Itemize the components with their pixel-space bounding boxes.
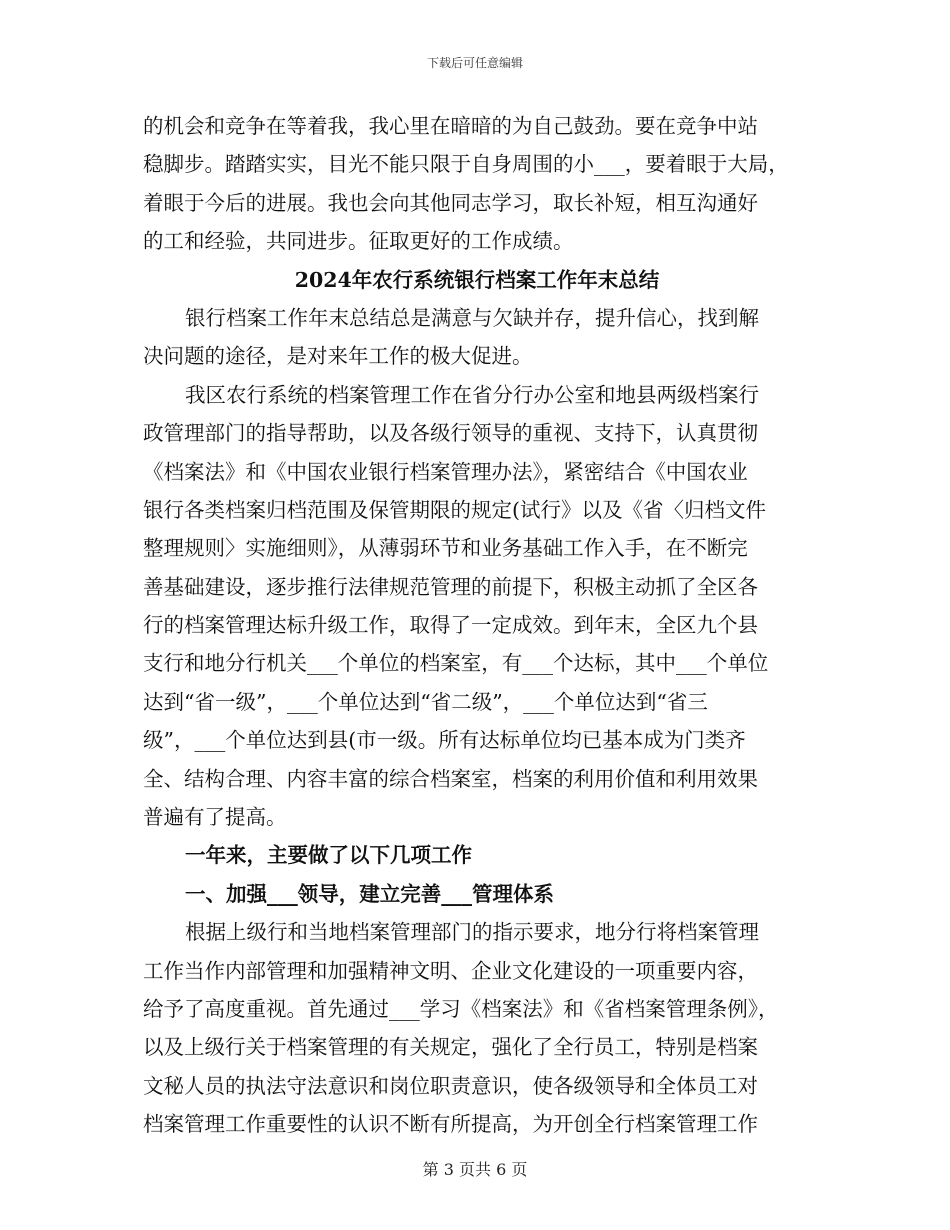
text-line: 的工和经验，共同进步。征取更好的工作成绩。: [143, 229, 574, 254]
text-line: 我区农行系统的档案管理工作在省分行办公室和地县两级档案行: [185, 382, 759, 407]
text-line: 着眼于今后的进展。我也会向其他同志学习，取长补短，相互沟通好: [143, 190, 758, 215]
text-line: 决问题的途径，是对来年工作的极大促进。: [143, 344, 533, 369]
text-line: 行的档案管理达标升级工作，取得了一定成效。到年末，全区九个县: [143, 613, 758, 638]
text-line: 政管理部门的指导帮助，以及各级行领导的重视、支持下，认真贯彻: [143, 421, 758, 446]
text-line: 普遍有了提高。: [143, 805, 287, 830]
text-line: 档案管理工作重要性的认识不断有所提高，为开创全行档案管理工作: [143, 1112, 758, 1137]
text-line: 银行档案工作年末总结总是满意与欠缺并存，提升信心，找到解: [185, 305, 759, 330]
text-line: 支行和地分行机关___个单位的档案室，有___个达标，其中___个单位: [143, 651, 769, 676]
text-line: 级”，___个单位达到县(市一级。所有达标单位均已基本成为门类齐: [143, 728, 746, 753]
text-line: 根据上级行和当地档案管理部门的指示要求，地分行将档案管理: [185, 920, 759, 945]
text-line: 全、结构合理、内容丰富的综合档案室，档案的利用价值和利用效果: [143, 766, 758, 791]
text-line: 稳脚步。踏踏实实，目光不能只限于自身周围的小___，要着眼于大局，: [143, 152, 789, 177]
text-line: 工作当作内部管理和加强精神文明、企业文化建设的一项重要内容，: [143, 958, 758, 983]
document-body: [143, 107, 811, 1144]
page-footer: 第 3 页共 6 页: [422, 1160, 528, 1179]
text-line: 文秘人员的执法守法意识和岗位职责意识，使各级领导和全体员工对: [143, 1073, 758, 1098]
text-line: 《档案法》和《中国农业银行档案管理办法》，紧密结合《中国农业: [143, 459, 748, 484]
page-header: 下载后可任意编辑: [426, 56, 523, 70]
text-line: 达到“省一级”，___个单位达到“省二级”，___个单位达到“省三: [143, 689, 708, 714]
text-line: 以及上级行关于档案管理的有关规定，强化了全行员工，特别是档案: [143, 1035, 758, 1060]
text-line: 的机会和竞争在等着我，我心里在暗暗的为自己鼓劲。要在竞争中站: [143, 114, 758, 138]
text-line: 善基础建设，逐步推行法律规范管理的前提下，积极主动抓了全区各: [143, 574, 758, 599]
text-line: 银行各类档案归档范围及保管期限的规定(试行》以及《省〈归档文件: [143, 497, 766, 522]
document-title: 2024年农行系统银行档案工作年末总结: [294, 267, 660, 292]
text-line: 整理规则〉实施细则》，从薄弱环节和业务基础工作入手，在不断完: [143, 536, 748, 561]
text-line: 给予了高度重视。首先通过___学习《档案法》和《省档案管理条例》，: [143, 996, 779, 1021]
section-heading: 一年来，主要做了以下几项工作: [185, 843, 472, 868]
section-heading: 一、加强___领导，建立完善___管理体系: [185, 881, 554, 906]
